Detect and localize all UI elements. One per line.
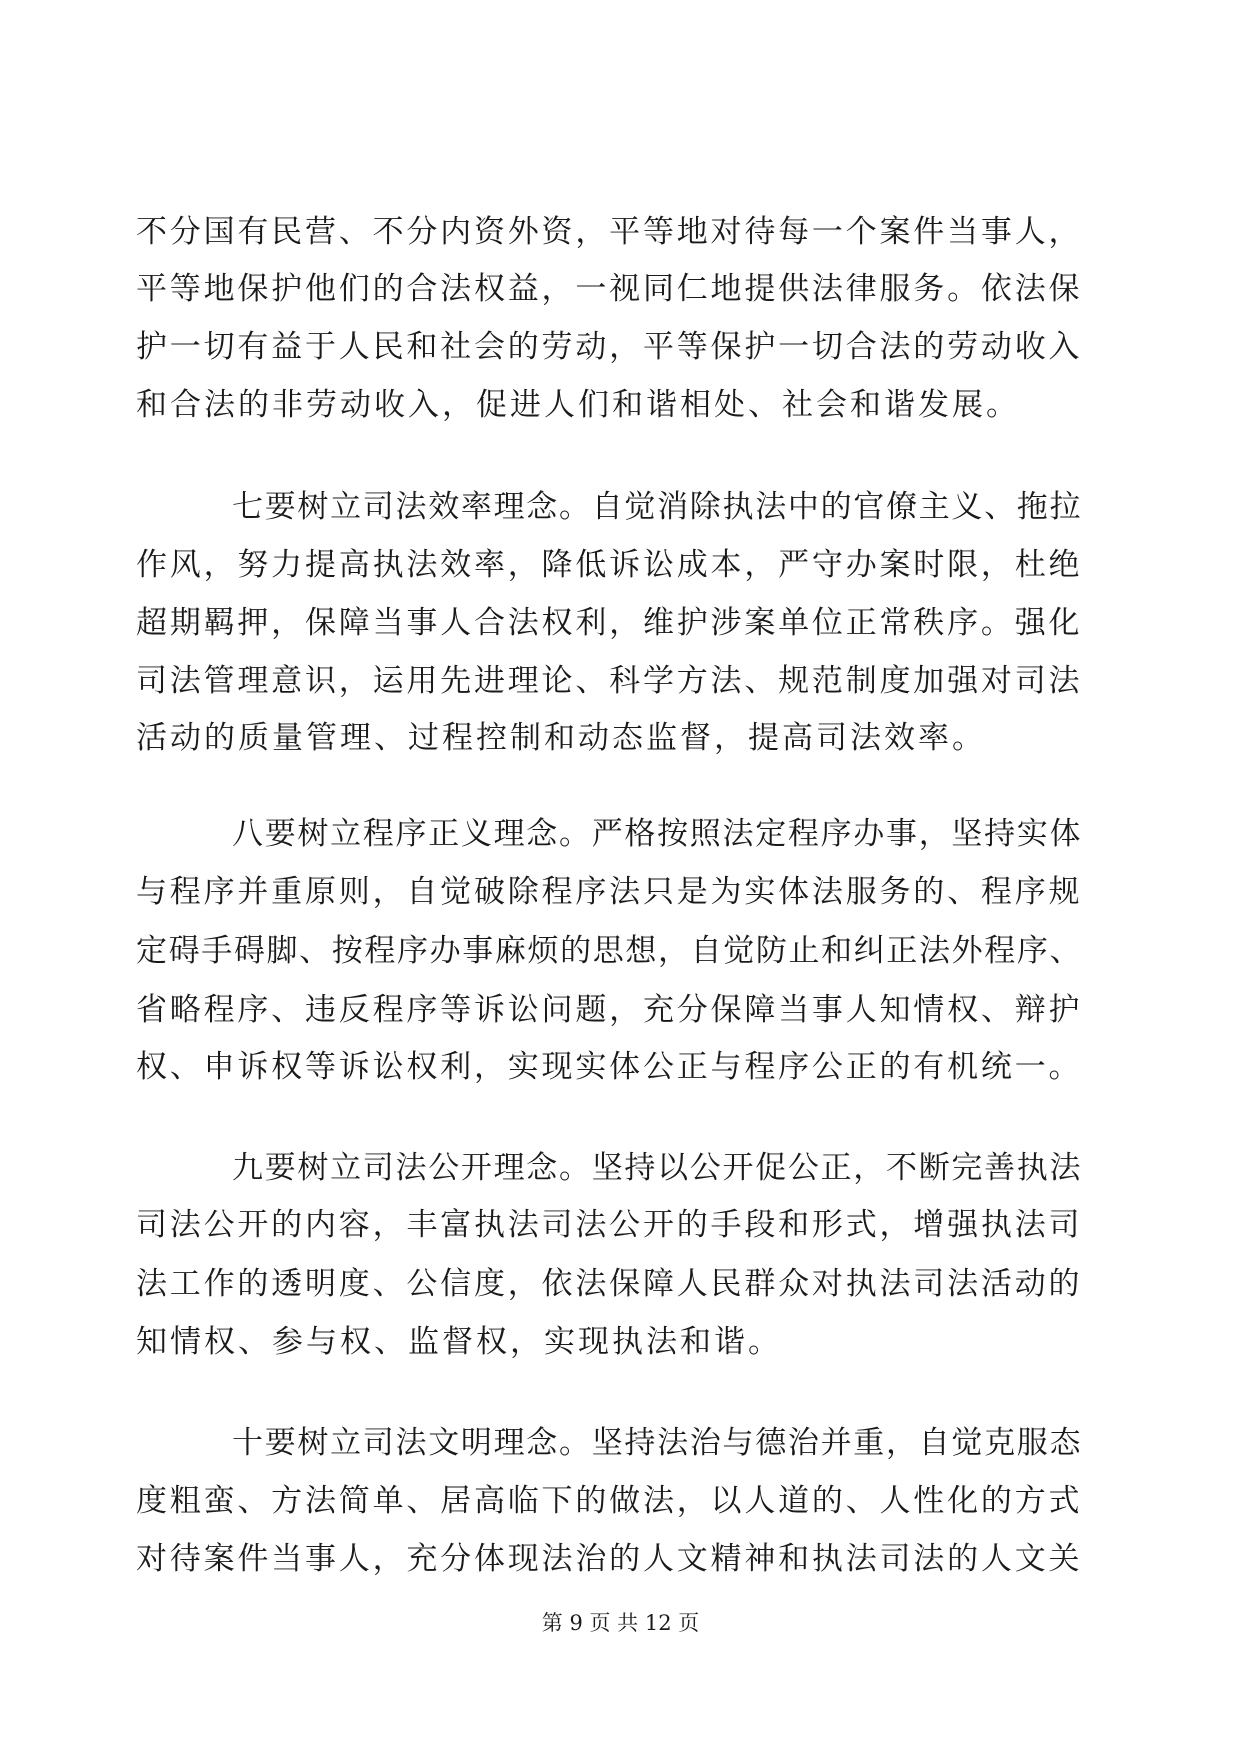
text-line: 不分国有民营、不分内资外资，平等地对待每一个案件当事人， — [136, 214, 1082, 250]
text-line: 和合法的非劳动收入，促进人们和谐相处、社会和谐发展。 — [136, 387, 1020, 423]
paragraph-first-line: 七要树立司法效率理念。自觉消除执法中的官僚主义、拖拉 — [232, 489, 1082, 525]
text-line: 司法公开的内容，丰富执法司法公开的手段和形式，增强执法司 — [136, 1207, 1082, 1243]
text-line: 对待案件当事人，充分体现法治的人文精神和执法司法的人文关 — [136, 1541, 1082, 1577]
text-line: 定碍手碍脚、按程序办事麻烦的思想，自觉防止和纠正法外程序、 — [136, 933, 1082, 969]
text-line: 作风，努力提高执法效率，降低诉讼成本，严守办案时限，杜绝 — [136, 547, 1082, 583]
text-line: 超期羁押，保障当事人合法权利，维护涉案单位正常秩序。强化 — [136, 605, 1082, 641]
text-line: 平等地保护他们的合法权益，一视同仁地提供法律服务。依法保 — [136, 271, 1082, 307]
text-line: 护一切有益于人民和社会的劳动，平等保护一切合法的劳动收入 — [136, 329, 1082, 365]
page-number-footer: 第 9 页 共 12 页 — [541, 1611, 700, 1635]
text-line: 省略程序、违反程序等诉讼问题，充分保障当事人知情权、辩护 — [136, 992, 1082, 1028]
text-line: 活动的质量管理、过程控制和动态监督，提高司法效率。 — [136, 720, 986, 756]
paragraph-first-line: 九要树立司法公开理念。坚持以公开促公正，不断完善执法 — [232, 1150, 1082, 1186]
text-line: 知情权、参与权、监督权，实现执法和谐。 — [136, 1324, 782, 1360]
text-line: 与程序并重原则，自觉破除程序法只是为实体法服务的、程序规 — [136, 874, 1082, 910]
paragraph-first-line: 十要树立司法文明理念。坚持法治与德治并重，自觉克服态 — [232, 1425, 1082, 1461]
text-line: 权、申诉权等诉讼权利，实现实体公正与程序公正的有机统一。 — [136, 1049, 1082, 1085]
paragraph-first-line: 八要树立程序正义理念。严格按照法定程序办事，坚持实体 — [232, 816, 1082, 852]
text-line: 度粗蛮、方法简单、居高临下的做法，以人道的、人性化的方式 — [136, 1483, 1082, 1519]
text-line: 法工作的透明度、公信度，依法保障人民群众对执法司法活动的 — [136, 1266, 1082, 1302]
text-line: 司法管理意识，运用先进理论、科学方法、规范制度加强对司法 — [136, 663, 1082, 699]
